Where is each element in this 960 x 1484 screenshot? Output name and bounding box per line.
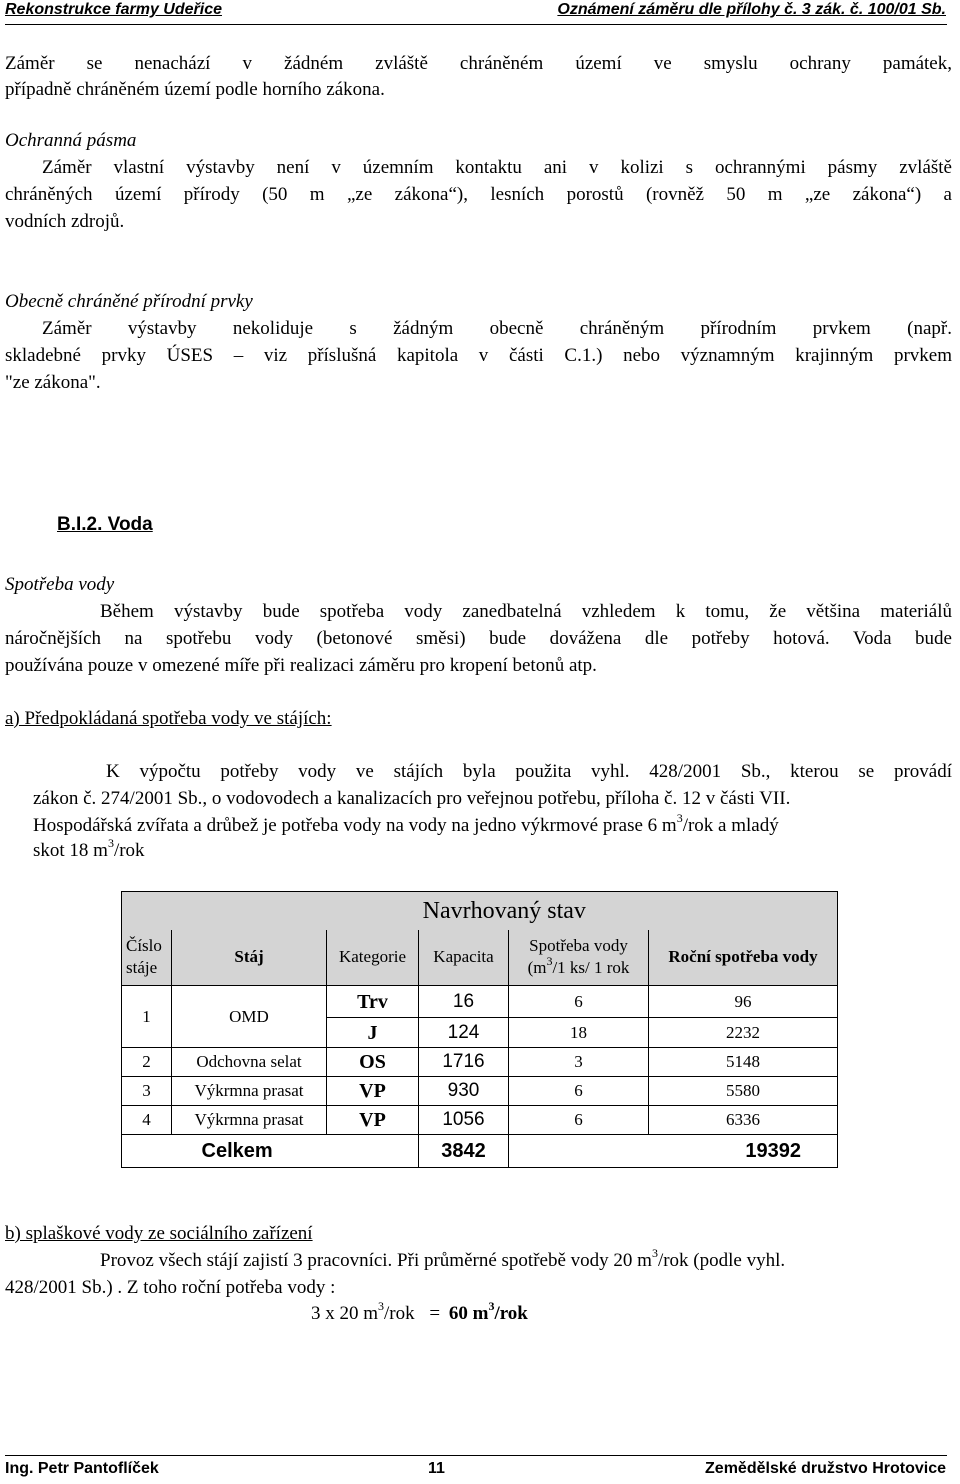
partA-heading: a) Předpokládaná spotřeba vody ve stájích: — [5, 708, 332, 729]
table-title-left — [122, 892, 172, 930]
row2-kat: OS — [327, 1048, 419, 1077]
row1b-rocni: 2232 — [649, 1018, 838, 1048]
th-rocni: Roční spotřeba vody — [649, 930, 838, 986]
footer-page: 11 — [428, 1460, 445, 1477]
total-rocni: 19392 — [509, 1135, 838, 1168]
partB-line2: 428/2001 Sb.) . Z toho roční potřeba vody : — [5, 1277, 336, 1298]
footer-rule — [5, 1455, 947, 1456]
spotreba-title: Spotřeba vody — [5, 574, 115, 595]
th-cislo: Číslo stáje — [122, 930, 172, 986]
row1-cislo: 1 — [122, 986, 172, 1048]
spotreba-line3: používána pouze v omezené míře při realizaci záměru pro kropení betonů atp. — [5, 655, 597, 676]
partA-line2: zákon č. 274/2001 Sb., o vodovodech a kanalizacích pro veřejnou potřebu, příloha č. 12 v části VII. — [33, 788, 791, 809]
partA-line3-text: Hospodářská zvířata a drůbež je potřeba vody na vody na jedno výkrmové prase 6 $m^3$/rok a mladý — [33, 810, 779, 836]
row1-kat: Trv — [327, 986, 419, 1018]
ochranna-line1: Záměr vlastní výstavby není v územním kontaktu ani v kolizi s ochrannými pásmy zvláště — [42, 157, 952, 178]
row2-rocni: 5148 — [649, 1048, 838, 1077]
partA-line1: K výpočtu potřeby vody ve stájích byla použita vyhl. 428/2001 Sb., kterou se provádí — [106, 761, 952, 782]
total-label: Celkem — [172, 1135, 419, 1168]
row4-kap: 1056 — [419, 1106, 509, 1135]
row4-rocni: 6336 — [649, 1106, 838, 1135]
ochranna-line3: vodních zdrojů. — [5, 211, 125, 232]
water-table — [121, 891, 838, 1168]
header-right: Oznámení záměru dle přílohy č. 3 zák. č. 100/01 Sb. — [557, 1, 946, 18]
row2-kap: 1716 — [419, 1048, 509, 1077]
row4-spot: 6 — [509, 1106, 649, 1135]
ochranna-line2: chráněných území přírody (50 m „ze zákona“), lesních porostů (rovněž 50 m „ze zákona“) a — [5, 184, 952, 205]
obecne-title: Obecně chráněné přírodní prvky — [5, 291, 253, 312]
row1-staj: OMD — [172, 986, 327, 1048]
partB-line1 — [100, 1245, 952, 1272]
row3-rocni: 5580 — [649, 1077, 838, 1106]
row1b-spot: 18 — [509, 1018, 649, 1048]
obecne-line3: "ze zákona". — [5, 372, 101, 393]
total-kap: 3842 — [419, 1135, 509, 1168]
row1-kap: 16 — [419, 986, 509, 1018]
spotreba-line2: náročnějších na spotřebu vody (betonové směsi) bude dovážena dle potřeby hotová. Voda bude — [5, 628, 952, 649]
partB-heading: b) splaškové vody ze sociálního zařízení — [5, 1223, 313, 1244]
th-kapacita: Kapacita — [419, 930, 509, 986]
row4-kat: VP — [327, 1106, 419, 1135]
row3-kat: VP — [327, 1077, 419, 1106]
row1b-kap: 124 — [419, 1018, 509, 1048]
total-empty — [122, 1135, 172, 1168]
row2-spot: 3 — [509, 1048, 649, 1077]
footer-left: Ing. Petr Pantoflíček — [5, 1460, 159, 1477]
row1-rocni: 96 — [649, 986, 838, 1018]
row4-cislo: 4 — [122, 1106, 172, 1135]
section-heading: B.I.2. Voda — [57, 514, 153, 535]
header-rule — [5, 24, 947, 25]
row1b-kat: J — [327, 1018, 419, 1048]
header-left: Rekonstrukce farmy Udeřice — [5, 1, 222, 18]
ochranna-title: Ochranná pásma — [5, 130, 137, 151]
obecne-line1: Záměr výstavby nekoliduje s žádným obecně chráněným přírodním prvkem (např. — [42, 318, 952, 339]
row1-spot: 6 — [509, 986, 649, 1018]
obecne-line2: skladebné prvky ÚSES – viz příslušná kapitola v části C.1.) nebo významným krajinným prvkem — [5, 345, 952, 366]
row4-staj: Výkrmna prasat — [172, 1106, 327, 1135]
spotreba-line1: Během výstavby bude spotřeba vody zanedbatelná vzhledem k tomu, že většina materiálů — [100, 601, 952, 622]
row2-cislo: 2 — [122, 1048, 172, 1077]
th-kategorie: Kategorie — [327, 930, 419, 986]
row3-cislo: 3 — [122, 1077, 172, 1106]
para1-line1: Záměr se nenachází v žádném zvláště chráněném území ve smyslu ochrany památek, — [5, 53, 952, 74]
th-staj: Stáj — [172, 930, 327, 986]
partA-line3 — [33, 810, 952, 837]
partA-line4: skot 18 $m^3$/rok — [33, 835, 145, 861]
th-spotreba: Spotřeba vody ($m^3/1$ ks/ 1 rok — [509, 930, 649, 986]
row3-kap: 930 — [419, 1077, 509, 1106]
table-title: Navrhovaný stav — [172, 892, 838, 930]
partB-line1-text: Provoz všech stájí zajistí 3 pracovníci. Při průměrné spotřebě vody 20 $m^3$/rok (podle vyhl. — [100, 1245, 786, 1271]
row2-staj: Odchovna selat — [172, 1048, 327, 1077]
row3-staj: Výkrmna prasat — [172, 1077, 327, 1106]
para1-line2: případně chráněném území podle horního zákona. — [5, 79, 385, 100]
row3-spot: 6 — [509, 1077, 649, 1106]
footer-right: Zemědělské družstvo Hrotovice — [705, 1460, 946, 1477]
partB-calc: 3 x 20 $m^3$/rok = 60 $m^3$/rok — [311, 1298, 528, 1324]
